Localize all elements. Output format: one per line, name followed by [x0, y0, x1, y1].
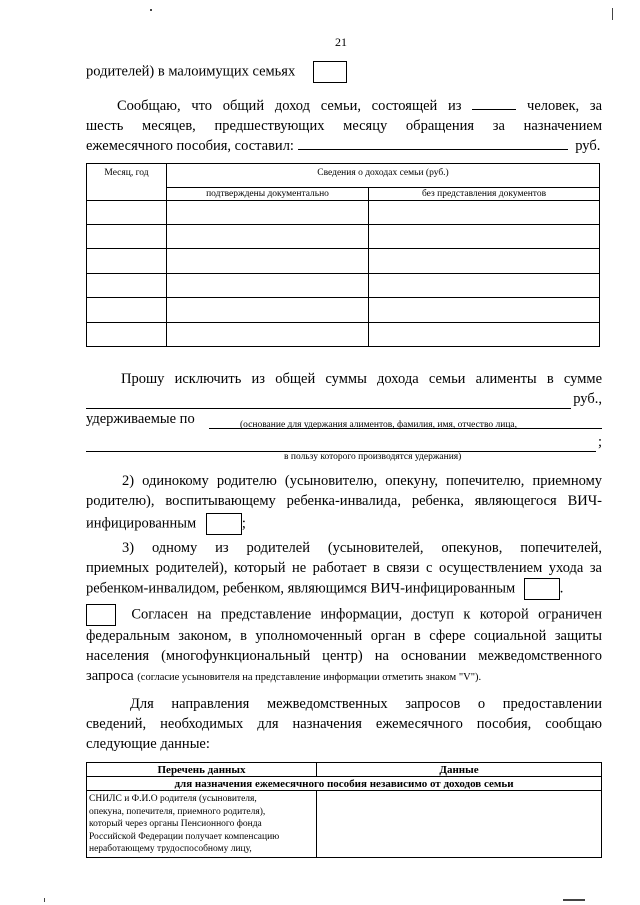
- table-cell[interactable]: [369, 323, 600, 347]
- table-cell[interactable]: [369, 298, 600, 323]
- item3-line2: приемных родителей), который не работает в связи с осуществлением ухода за: [86, 560, 602, 576]
- alimony-amount-field[interactable]: [86, 394, 571, 409]
- row1-label-line: СНИЛС и Ф.И.О родителя (усыновителя,: [89, 794, 257, 804]
- income-line1-end: человек, за: [527, 98, 603, 114]
- consent-section: [86, 604, 602, 688]
- item3-line1: 3) одному из родителей (усыновителей, опекунов, попечителей,: [122, 540, 602, 556]
- section-header: для назначения ежемесячного пособия независимо от доходов семьи: [87, 777, 602, 791]
- alimony-beneficiary-note: в пользу которого производятся удержания): [284, 452, 462, 462]
- row1-label-line: Российской Федерации получает компенсацию: [89, 831, 280, 842]
- item3-end: .: [559, 580, 564, 597]
- item3-checkbox[interactable]: [524, 578, 560, 600]
- income-line1-start: Сообщаю, что общий доход семьи, состоящей из: [117, 98, 462, 114]
- consent-checkbox[interactable]: [86, 604, 116, 626]
- col-data-header: Данные: [317, 763, 602, 777]
- alimony-beneficiary-line: [86, 432, 602, 452]
- table-cell[interactable]: [167, 274, 369, 298]
- col-month-header: Месяц, год: [87, 164, 167, 201]
- table-cell[interactable]: [167, 323, 369, 347]
- table-cell[interactable]: [369, 274, 600, 298]
- family-size-field[interactable]: [472, 109, 516, 110]
- table-cell[interactable]: [87, 298, 167, 323]
- income-paragraph: [86, 96, 602, 156]
- item2-end: ;: [241, 515, 246, 532]
- sub-unconfirmed-header: без представления документов: [369, 188, 600, 201]
- page-number: 21: [335, 35, 347, 49]
- intro-line: [86, 61, 347, 83]
- data-table: [86, 762, 602, 858]
- alimony-basis-note: (основание для удержания алиментов, фамилия, имя, отчество лица,: [240, 420, 517, 430]
- requests-line2: сведений, необходимых для назначения ежемесячного пособия, сообщаю: [86, 716, 602, 732]
- income-table: [86, 163, 600, 347]
- item2-line1: 2) одинокому родителю (усыновителю, опекуну, попечителю, приемному: [122, 473, 602, 489]
- table-cell[interactable]: [369, 249, 600, 274]
- item2-checkbox[interactable]: [206, 513, 242, 535]
- alimony-held-label: удерживаемые по: [86, 411, 195, 427]
- total-income-field[interactable]: [298, 149, 568, 150]
- table-cell[interactable]: [167, 201, 369, 225]
- sub-confirmed-header: подтверждены документально: [167, 188, 369, 201]
- scan-mark-right: [612, 8, 613, 20]
- col-info-header: Сведения о доходах семьи (руб.): [167, 164, 600, 188]
- low-income-checkbox[interactable]: [313, 61, 347, 83]
- table-cell[interactable]: [87, 274, 167, 298]
- scan-speck: [150, 9, 152, 11]
- item2-line3: инфицированным: [86, 515, 197, 532]
- requests-line1: Для направления межведомственных запросов о предоставлении: [130, 696, 602, 712]
- consent-note: (согласие усыновителя на представление информации отметить знаком "V").: [137, 672, 482, 683]
- scan-mark-bottom-right: [563, 899, 585, 901]
- consent-line1: Согласен на представление информации, доступ к которой ограничен: [131, 606, 602, 623]
- income-line3-start: ежемесячного пособия, составил:: [86, 138, 294, 154]
- alimony-beneficiary-field[interactable]: [86, 437, 596, 452]
- row1-label-line: опекуна, попечителя, приемного родителя),: [89, 806, 266, 817]
- consent-line2: федеральным законом, в уполномоченный орган в сфере социальной защиты: [86, 628, 602, 644]
- consent-line4: запроса: [86, 668, 134, 684]
- alimony-line1: Прошу исключить из общей суммы дохода семьи алименты в сумме: [121, 371, 602, 387]
- item2-section: [86, 471, 602, 535]
- alimony-semicolon: ;: [597, 434, 602, 450]
- col-list-header: Перечень данных: [87, 763, 317, 777]
- table-cell[interactable]: [167, 298, 369, 323]
- row1-label-line: неработающему трудоспособному лицу,: [89, 844, 252, 854]
- table-cell[interactable]: [369, 201, 600, 225]
- row1-label: [87, 791, 317, 858]
- row1-data-cell[interactable]: [317, 791, 602, 858]
- consent-line3: населения (многофункциональный центр) на основании межведомственного: [86, 648, 602, 664]
- item2-line2: родителю), воспитывающему ребенка-инвалида, ребенка, являющегося ВИЧ-: [86, 493, 602, 509]
- income-line2: шесть месяцев, предшествующих месяцу обращения за назначением: [86, 118, 602, 134]
- intro-text: родителей) в малоимущих семьях: [86, 63, 296, 80]
- row1-label-line: который через органы Пенсионного фонда: [89, 819, 262, 829]
- income-currency: руб.: [575, 138, 601, 154]
- requests-line3: следующие данные:: [86, 736, 210, 752]
- table-cell[interactable]: [87, 201, 167, 225]
- table-cell[interactable]: [167, 225, 369, 249]
- item3-section: [86, 538, 602, 600]
- requests-section: [86, 694, 602, 754]
- table-cell[interactable]: [87, 249, 167, 274]
- table-cell[interactable]: [87, 225, 167, 249]
- table-cell[interactable]: [167, 249, 369, 274]
- item3-line3: ребенком-инвалидом, ребенком, являющимся ВИЧ-инфицированным: [86, 580, 516, 597]
- alimony-currency: руб.,: [573, 391, 602, 407]
- scan-mark-bottom-left: [44, 898, 45, 902]
- table-cell[interactable]: [87, 323, 167, 347]
- table-cell[interactable]: [369, 225, 600, 249]
